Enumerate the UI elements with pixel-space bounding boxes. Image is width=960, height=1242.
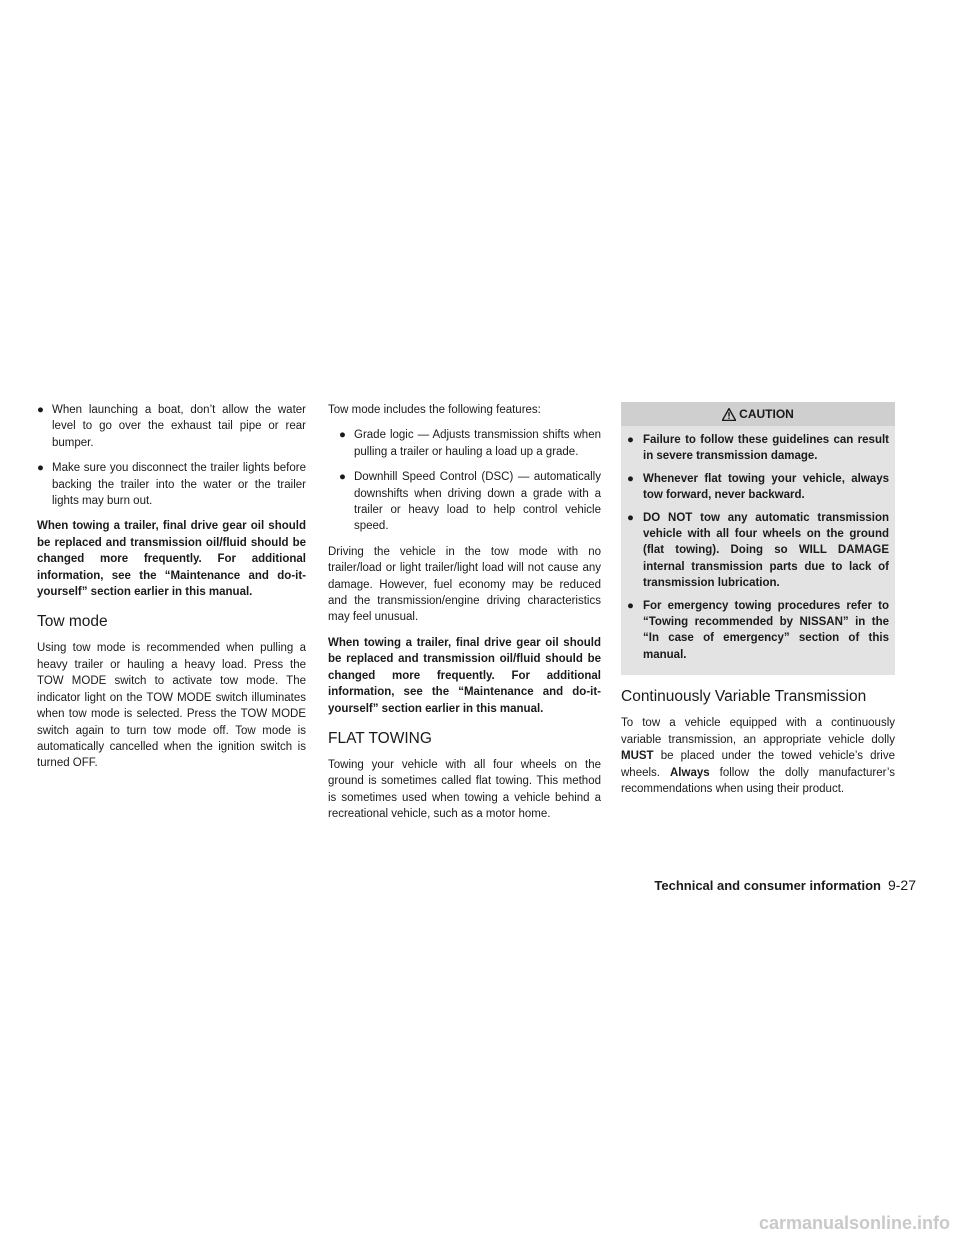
caution-text: Whenever flat towing your vehicle, always tow forward, never backward. — [643, 472, 889, 502]
cvt-text-e: follow the dolly manufacturer’s recommendations when using their product. — [621, 766, 895, 795]
bullet-icon: ● — [627, 434, 634, 446]
cvt-text-must: MUST — [621, 750, 654, 763]
bullet-icon: ● — [339, 471, 346, 484]
maintenance-note: When towing a trailer, final drive gear oil should be replaced and transmission oil/fluid should be changed more frequently. For additional information, see the “Maintenance and do-it-yourself” section earlier in this manual. — [37, 520, 306, 599]
bullet-icon: ● — [627, 599, 634, 612]
cvt-text-always: Always — [670, 766, 710, 779]
section-heading-cvt: Continuously Variable Transmission — [621, 688, 867, 706]
page-footer — [654, 877, 916, 893]
list-item — [328, 469, 601, 535]
tow-mode-paragraph: Using tow mode is recommended when pulling a heavy trailer or hauling a heavy load. Press the TOW MODE switch to activate tow mode. The indicator light on the TOW MODE switch illuminates when tow mode is selected. Press the TOW MODE switch again to turn tow mode off. Tow mode is automatically cancelled when the ignition switch is turned OFF. — [37, 642, 306, 770]
caution-header — [621, 402, 895, 426]
features-intro: Tow mode includes the following features: — [328, 404, 541, 416]
caution-item — [627, 432, 889, 465]
bullet-text: Grade logic — Adjusts transmission shifts when pulling a trailer or hauling a load up a grade. — [354, 429, 601, 458]
caution-title: CAUTION — [739, 406, 794, 421]
caution-text: DO NOT tow any automatic transmission vehicle with all four wheels on the ground (flat towing). Doing so WILL DAMAGE internal transmission parts due to lack of transmission lubrication. — [643, 511, 889, 590]
watermark: carmanualsonline.info — [758, 1213, 950, 1233]
caution-text: For emergency towing procedures refer to “Towing recommended by NISSAN” in the “In case of emergency” section of this manual. — [643, 599, 889, 661]
bullet-icon: ● — [627, 472, 634, 485]
left-column — [37, 402, 306, 781]
cvt-text-c: be placed under the towed vehicle’s drive wheels. — [621, 750, 895, 779]
warning-icon — [722, 408, 736, 421]
list-item — [328, 427, 601, 460]
caution-item — [627, 598, 889, 664]
list-item — [37, 402, 306, 451]
bullet-icon: ● — [339, 429, 346, 442]
section-heading-tow-mode: Tow mode — [37, 613, 108, 631]
middle-column — [328, 402, 601, 832]
footer-section-title: Technical and consumer information — [654, 878, 881, 893]
tow-mode-effects-paragraph: Driving the vehicle in the tow mode with no trailer/load or light trailer/light load will not cause any damage. However, fuel economy may be reduced and the transmission/engine driving characteristics may feel unusual. — [328, 545, 601, 624]
bullet-icon: ● — [627, 511, 634, 524]
bullet-text: When launching a boat, don’t allow the water level to go over the exhaust tail pipe or rear bumper. — [52, 404, 306, 449]
bullet-icon: ● — [37, 404, 44, 416]
caution-item — [627, 510, 889, 592]
right-column — [621, 402, 895, 806]
cvt-text-a: To tow a vehicle equipped with a continuously variable transmission, an appropriate vehicle dolly — [621, 717, 895, 746]
list-item — [37, 460, 306, 509]
maintenance-note: When towing a trailer, final drive gear oil should be replaced and transmission oil/fluid should be changed more frequently. For additional information, see the “Maintenance and do-it-yourself” section earlier in this manual. — [328, 636, 601, 715]
cvt-paragraph — [621, 715, 895, 797]
bullet-text: Downhill Speed Control (DSC) — automatically downshifts when driving down a grade with a trailer or heavy load to help control vehicle speed. — [354, 471, 601, 533]
caution-box — [621, 402, 895, 675]
bullet-icon: ● — [37, 462, 44, 475]
section-heading-flat-towing: FLAT TOWING — [328, 729, 432, 747]
flat-towing-paragraph: Towing your vehicle with all four wheels on the ground is sometimes called flat towing. This method is sometimes used when towing a vehicle behind a recreational vehicle, such as a motor home. — [328, 758, 601, 821]
page-number: 9-27 — [887, 877, 916, 893]
bullet-text: Make sure you disconnect the trailer lights before backing the trailer into the water or the trailer lights may burn out. — [52, 462, 306, 508]
caution-item — [627, 471, 889, 504]
caution-text: Failure to follow these guidelines can result in severe transmission damage. — [643, 434, 889, 463]
